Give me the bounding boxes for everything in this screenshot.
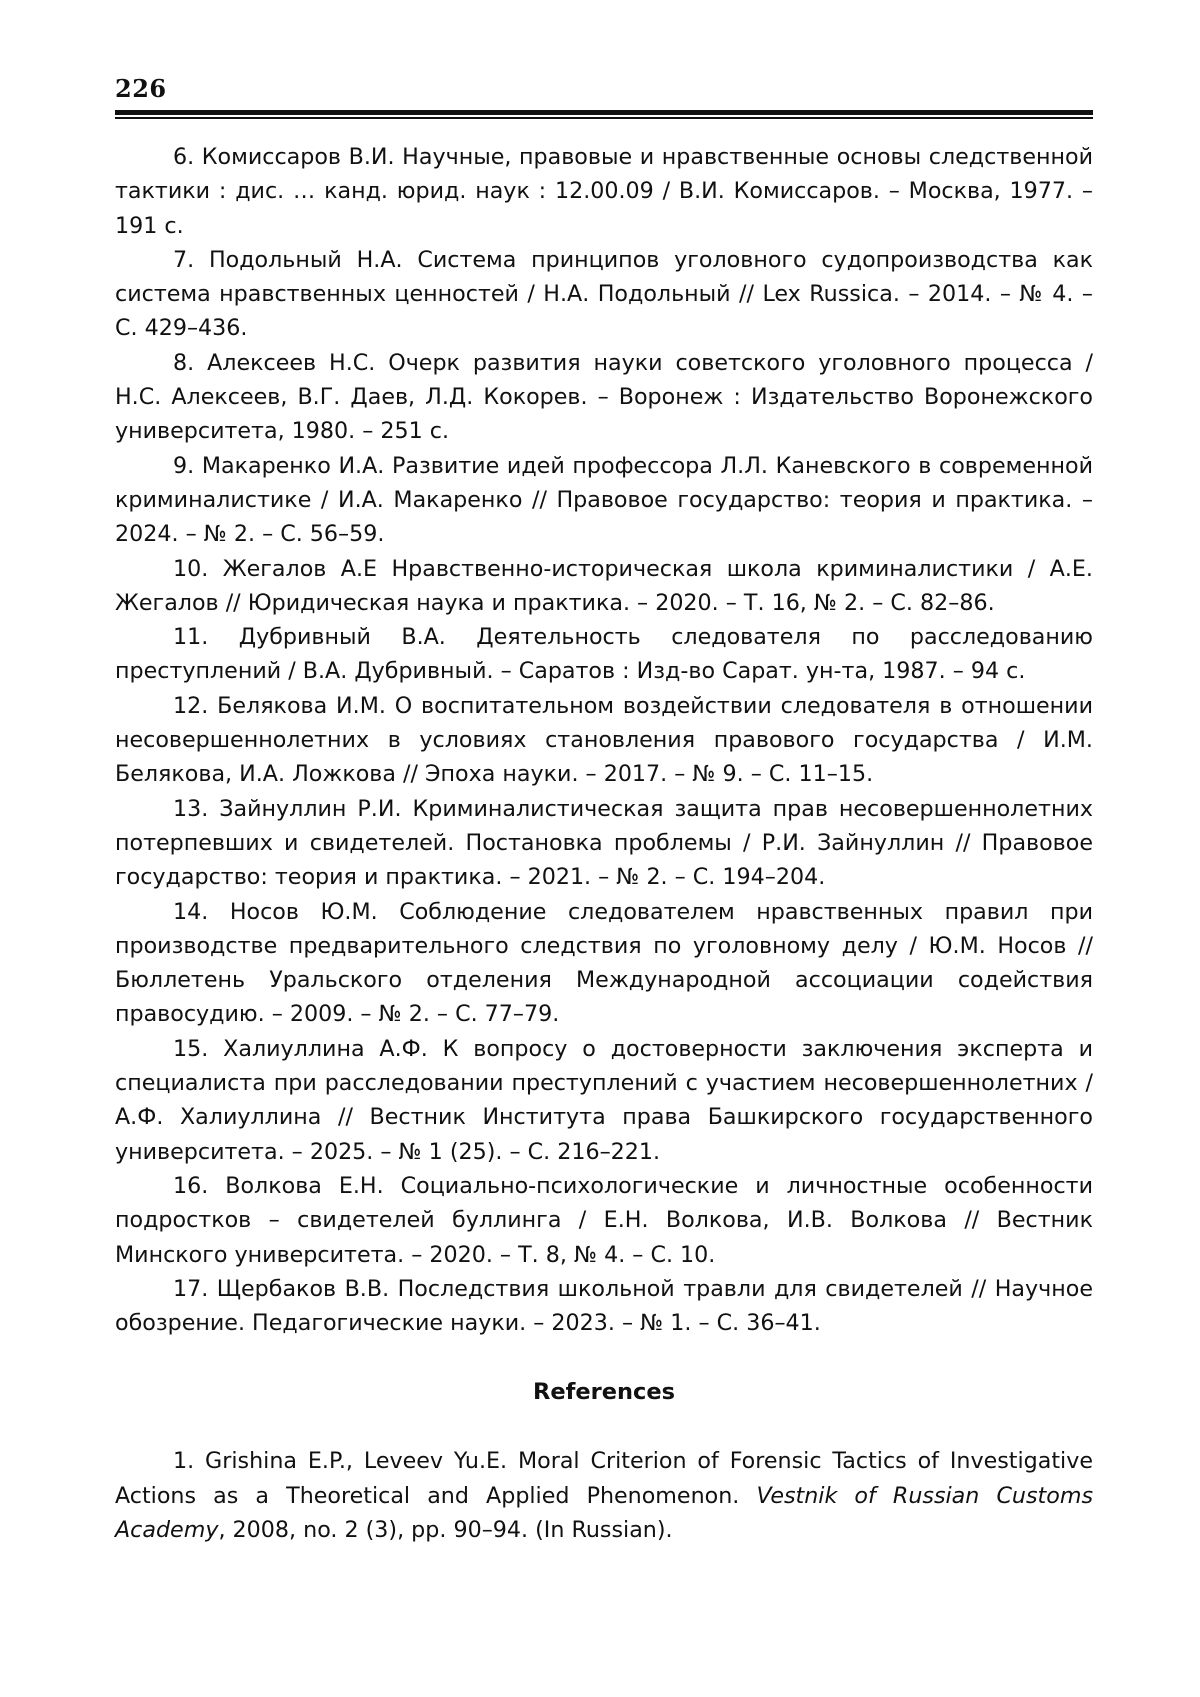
english-reference-list (115, 1444, 1093, 1547)
reference-item: 7. Подольный Н.А. Система принципов уголовного судопроизводства как система нравственных ценностей / Н.А. Подольный // Lex Russica. – 2014. – № 4. – С. 429–436. (115, 246, 1093, 342)
header-rule-thick (115, 110, 1093, 115)
journal-title: Vestnik of Russian Customs Academy (115, 1482, 1094, 1543)
reference-item: 11. Дубривный В.А. Деятельность следователя по расследованию преступлений / В.А. Дубривный. – Саратов : Изд-во Сарат. ун-та, 1987. – 94 с. (115, 624, 1093, 685)
reference-tail: , 2008, no. 2 (3), pp. 90–94. (In Russian). (218, 1516, 673, 1543)
body-content (115, 140, 1093, 1547)
page-number: 226 (115, 74, 167, 103)
reference-item: 15. Халиуллина А.Ф. К вопросу о достоверности заключения эксперта и специалиста при расследовании преступлений с участием несовершеннолетних / А.Ф. Халиуллина // Вестник Института права Башкирского государственного университета. – 2025. – № 1 (25). – С. 216–221. (115, 1035, 1093, 1165)
reference-item: 6. Комиссаров В.И. Научные, правовые и нравственные основы следственной тактики : дис. … канд. юрид. наук : 12.00.09 / В.И. Комиссаров. – Москва, 1977. – 191 с. (115, 144, 1093, 239)
reference-item: 8. Алексеев Н.С. Очерк развития науки советского уголовного процесса / Н.С. Алексеев, В.Г. Даев, Л.Д. Кокорев. – Воронеж : Издательство Воронежского университета, 1980. – 251 с. (115, 349, 1093, 445)
reference-item: 17. Щербаков В.В. Последствия школьной травли для свидетелей // Научное обозрение. Педагогические науки. – 2023. – № 1. – С. 36–41. (115, 1275, 1093, 1337)
reference-item: 12. Белякова И.М. О воспитательном воздействии следователя в отношении несовершеннолетних в условиях становления правового государства / И.М. Белякова, И.А. Ложкова // Эпоха науки. – 2017. – № 9. – С. 11–15. (115, 692, 1093, 788)
reference-item: 14. Носов Ю.М. Соблюдение следователем нравственных правил при производстве предварительного следствия по уголовному делу / Ю.М. Носов // Бюллетень Уральского отделения Международной ассоциации содействия правосудию. – 2009. – № 2. – С. 77–79. (115, 898, 1093, 1028)
reference-item (115, 1444, 1093, 1547)
header-rule-thin (115, 117, 1093, 119)
russian-reference-list (115, 140, 1093, 1340)
reference-lead: 1. Grishina E.P., Leveev Yu.E. Moral Criterion of Forensic Tactics of Investigative Actions as a Theoretical and Applied Phenomenon. (115, 1448, 1093, 1509)
references-heading: References (533, 1379, 675, 1406)
reference-item: 9. Макаренко И.А. Развитие идей профессора Л.Л. Каневского в современной криминалистике / И.А. Макаренко // Правовое государство: теория и практика. – 2024. – № 2. – С. 56–59. (115, 452, 1093, 548)
reference-item: 13. Зайнуллин Р.И. Криминалистическая защита прав несовершеннолетних потерпевших и свидетелей. Постановка проблемы / Р.И. Зайнуллин // Правовое государство: теория и практика. – 2021. – № 2. – С. 194–204. (115, 795, 1093, 891)
reference-item: 16. Волкова Е.Н. Социально-психологические и личностные особенности подростков – свидетелей буллинга / Е.Н. Волкова, И.В. Волкова // Вестник Минского университета. – 2020. – Т. 8, № 4. – С. 10. (115, 1172, 1093, 1268)
reference-item: 10. Жегалов А.Е Нравственно-историческая школа криминалистики / А.Е. Жегалов // Юридическая наука и практика. – 2020. – Т. 16, № 2. – С. 82–86. (115, 555, 1093, 616)
